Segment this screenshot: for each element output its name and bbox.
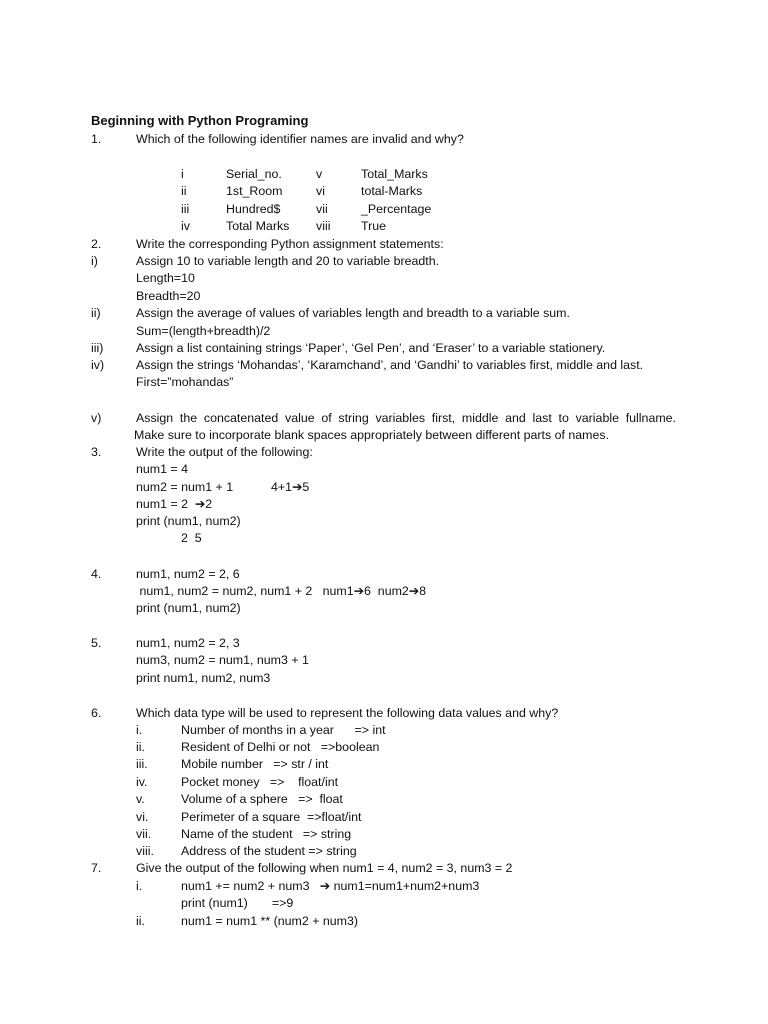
code-line: num1 = num1 ** (num2 + num3) (181, 914, 359, 928)
list-item-number: ii. (136, 740, 145, 754)
subquestion-text: Assign 10 to variable length and 20 to variable breadth. (136, 254, 440, 268)
code-line: print (num1, num2) (136, 514, 241, 528)
question-number: 3. (91, 445, 102, 459)
table-cell: True (361, 219, 387, 233)
list-item: Volume of a sphere => float (181, 792, 343, 806)
code-line: print num1, num2, num3 (136, 671, 271, 685)
code-line: num1, num2 = 2, 3 (136, 636, 240, 650)
list-item-number: vii. (136, 827, 152, 841)
list-item: Pocket money => float/int (181, 775, 339, 789)
subquestion-text: Assign the strings ‘Mohandas’, ‘Karamchand’, and ‘Gandhi’ to variables first, middle and last. (136, 358, 644, 372)
code-line: num1 = 4 (136, 462, 189, 476)
question-text: Write the corresponding Python assignment statements: (136, 237, 444, 251)
question-number: 6. (91, 706, 102, 720)
table-cell: ii (181, 184, 187, 198)
list-item: Perimeter of a square =>float/int (181, 810, 362, 824)
subquestion-text: Assign the average of values of variables length and breadth to a variable sum. (136, 306, 570, 320)
list-item-number: v. (136, 792, 145, 806)
list-item: Address of the student => string (181, 844, 357, 858)
subquestion-number: ii) (91, 306, 101, 320)
answer-line: 2 5 (181, 531, 202, 545)
table-cell: Hundred$ (226, 202, 281, 216)
table-cell: Total_Marks (361, 167, 428, 181)
code-line: num1, num2 = 2, 6 (136, 567, 240, 581)
code-line: num1, num2 = num2, num1 + 2 num1➔6 num2➔8 (136, 584, 427, 598)
subquestion-number: iii) (91, 341, 104, 355)
table-cell: iv (181, 219, 190, 233)
subquestion-text-continued: Make sure to incorporate blank spaces appropriately between different parts of names. (134, 428, 610, 442)
answer-line: Breadth=20 (136, 289, 201, 303)
subquestion-number: iv) (91, 358, 105, 372)
list-item-number: vi. (136, 810, 149, 824)
question-text: Write the output of the following: (136, 445, 313, 459)
table-cell: v (316, 167, 323, 181)
answer-line: First=”mohandas” (136, 375, 234, 389)
code-line: print (num1, num2) (136, 601, 241, 615)
table-cell: total-Marks (361, 184, 423, 198)
table-cell: Total Marks (226, 219, 290, 233)
list-item-number: i. (136, 723, 143, 737)
table-cell: i (181, 167, 184, 181)
question-text: Which data type will be used to represent the following data values and why? (136, 706, 559, 720)
code-line: print (num1) =>9 (181, 896, 294, 910)
question-number: 1. (91, 132, 102, 146)
question-number: 2. (91, 237, 102, 251)
question-number: 5. (91, 636, 102, 650)
table-cell: viii (316, 219, 331, 233)
question-number: 4. (91, 567, 102, 581)
list-item: Name of the student => string (181, 827, 352, 841)
question-text: Give the output of the following when num1 = 4, num2 = 3, num3 = 2 (136, 861, 513, 875)
table-cell: _Percentage (361, 202, 432, 216)
list-item-number: iii. (136, 757, 148, 771)
subquestion-text: Assign a list containing strings ‘Paper’, ‘Gel Pen’, and ‘Eraser’ to a variable stationery. (136, 341, 606, 355)
document-title: Beginning with Python Programing (91, 113, 309, 128)
code-line: num2 = num1 + 1 (136, 480, 234, 494)
table-cell: Serial_no. (226, 167, 282, 181)
list-item: Resident of Delhi or not =>boolean (181, 740, 380, 754)
answer-line: Length=10 (136, 271, 195, 285)
answer-note: 4+1➔5 (271, 480, 310, 494)
answer-line: Sum=(length+breadth)/2 (136, 324, 271, 338)
list-item: Mobile number => str / int (181, 757, 329, 771)
subquestion-text: Assign the concatenated value of string variables first, middle and last to variable fullname. (136, 411, 676, 425)
subquestion-number: i) (91, 254, 98, 268)
list-item-number: iv. (136, 775, 148, 789)
list-item: Number of months in a year => int (181, 723, 386, 737)
list-item-number: viii. (136, 844, 154, 858)
subquestion-number: ii. (136, 914, 145, 928)
table-cell: vii (316, 202, 328, 216)
table-cell: vi (316, 184, 325, 198)
table-cell: 1st_Room (226, 184, 283, 198)
subquestion-number: v) (91, 411, 102, 425)
code-line: num1 += num2 + num3 ➔ num1=num1+num2+num3 (181, 879, 480, 893)
question-text: Which of the following identifier names are invalid and why? (136, 132, 464, 146)
subquestion-number: i. (136, 879, 143, 893)
question-number: 7. (91, 861, 102, 875)
table-cell: iii (181, 202, 190, 216)
code-line: num1 = 2 ➔2 (136, 497, 213, 511)
code-line: num3, num2 = num1, num3 + 1 (136, 653, 309, 667)
